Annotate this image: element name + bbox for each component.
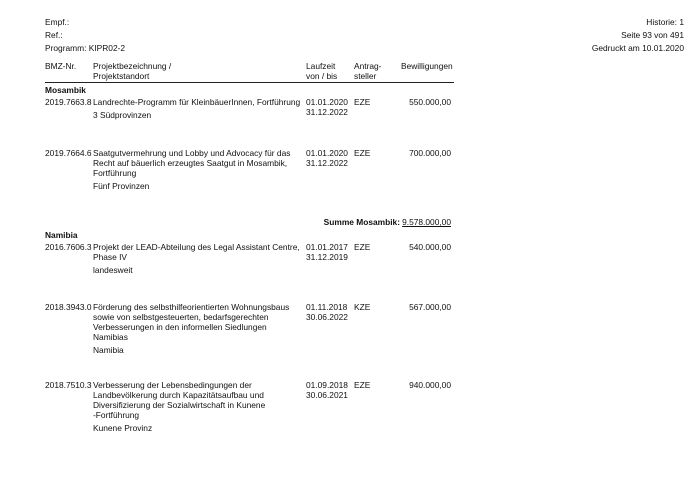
date-from: 01.01.2020 (306, 148, 348, 158)
column-header-laufzeit-2: von / bis (306, 71, 338, 81)
country-heading-namibia: Namibia (45, 230, 78, 240)
bmz-number: 2019.7664.6 (45, 148, 92, 158)
header-rule (45, 82, 454, 83)
date-to: 30.06.2022 (306, 312, 348, 322)
column-header-projekt-2: Projektstandort (93, 71, 150, 81)
date-to: 30.06.2021 (306, 390, 348, 400)
historie-label: Historie: 1 (646, 17, 684, 27)
date-from: 01.09.2018 (306, 380, 348, 390)
project-title-line: Namibias (93, 332, 128, 342)
applicant: KZE (354, 302, 371, 312)
bmz-number: 2019.7663.8 (45, 97, 92, 107)
project-location: Fünf Provinzen (93, 181, 150, 191)
date-from: 01.01.2020 (306, 97, 348, 107)
ref-label: Ref.: (45, 30, 63, 40)
date-to: 31.12.2022 (306, 158, 348, 168)
project-title-line: Phase IV (93, 252, 127, 262)
applicant: EZE (354, 97, 371, 107)
amount: 540.000,00 (409, 242, 451, 252)
sum-value: 9.578.000,00 (402, 217, 451, 227)
bmz-number: 2018.7510.3 (45, 380, 92, 390)
column-header-bmz: BMZ-Nr. (45, 61, 77, 71)
amount: 700.000,00 (409, 148, 451, 158)
project-title-line: -Fortführung (93, 410, 140, 420)
empf-label: Empf.: (45, 17, 70, 27)
applicant: EZE (354, 242, 371, 252)
project-location: Kunene Provinz (93, 423, 153, 433)
applicant: EZE (354, 148, 371, 158)
column-header-laufzeit-1: Laufzeit (306, 61, 336, 71)
project-title-line: Verbesserungen in den informellen Siedlungen (93, 322, 267, 332)
date-to: 31.12.2022 (306, 107, 348, 117)
project-title-line: Verbesserung der Lebensbedingungen der (93, 380, 252, 390)
amount: 567.000,00 (409, 302, 451, 312)
country-heading-mosambik: Mosambik (45, 85, 86, 95)
project-title-line: sowie von selbstgesteuerten, bedarfsgerechten (93, 312, 269, 322)
project-title-line: Landbevölkerung durch Kapazitätsaufbau und (93, 390, 264, 400)
column-header-antrag-1: Antrag- (354, 61, 382, 71)
print-date: Gedruckt am 10.01.2020 (591, 43, 684, 53)
amount: 550.000,00 (409, 97, 451, 107)
project-title-line: Diversifizierung der Sozialwirtschaft in Kunene (93, 400, 266, 410)
column-header-bewilligungen: Bewilligungen (401, 61, 453, 71)
date-from: 01.01.2017 (306, 242, 348, 252)
bmz-number: 2018.3943.0 (45, 302, 92, 312)
project-location: Namibia (93, 345, 124, 355)
bmz-number: 2016.7606.3 (45, 242, 92, 252)
applicant: EZE (354, 380, 371, 390)
column-header-antrag-2: steller (354, 71, 377, 81)
project-title-line: Projekt der LEAD-Abteilung des Legal Assistant Centre, (93, 242, 300, 252)
project-title-line: Fortführung (93, 168, 137, 178)
sum-label: Summe Mosambik: (323, 217, 400, 227)
programm-label: Programm: KIPR02-2 (45, 43, 126, 53)
project-title-line: Landrechte-Programm für KleinbäuerInnen, Fortführung (93, 97, 301, 107)
project-title-line: Saatgutvermehrung und Lobby und Advocacy für das (93, 148, 291, 158)
date-from: 01.11.2018 (306, 302, 348, 312)
project-title-line: Förderung des selbsthilfeorientierten Wohnungsbaus (93, 302, 290, 312)
column-header-projekt-1: Projektbezeichnung / (93, 61, 172, 71)
page-number: Seite 93 von 491 (621, 30, 684, 40)
project-location: 3 Südprovinzen (93, 110, 152, 120)
amount: 940.000,00 (409, 380, 451, 390)
project-title-line: Recht auf bäuerlich erzeugtes Saatgut in Mosambik, (93, 158, 288, 168)
project-location: landesweit (93, 265, 133, 275)
date-to: 31.12.2019 (306, 252, 348, 262)
